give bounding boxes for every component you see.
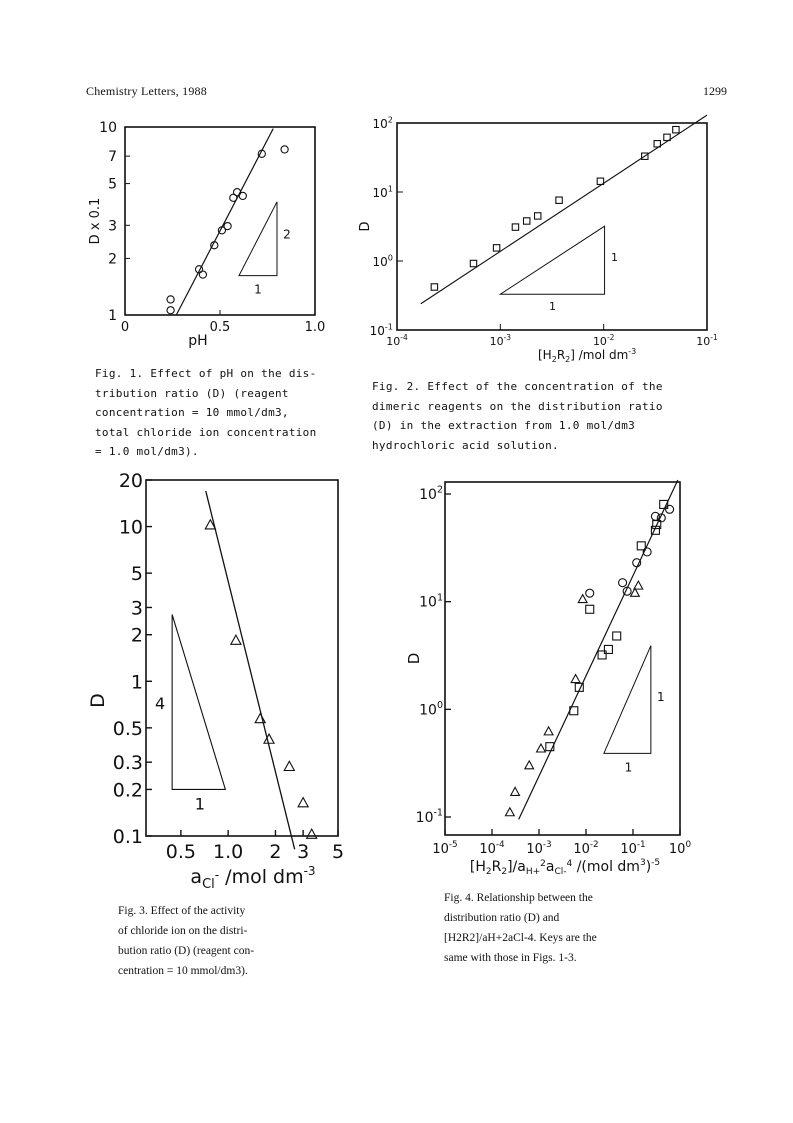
fig4-data-point xyxy=(537,744,546,752)
figure-3-chart xyxy=(88,466,358,891)
fig2-data-point xyxy=(431,284,437,290)
fig4-data-point xyxy=(578,595,587,603)
fig4-ytick-label: $10^{-1}$ xyxy=(415,807,443,826)
fig4-ytick-label: $10^1$ xyxy=(419,592,443,611)
fig4-data-point xyxy=(586,589,594,597)
fig3-slope-triangle xyxy=(172,615,225,790)
fig3-data-point xyxy=(255,714,265,723)
fig3-y-axis-label: D xyxy=(87,693,109,708)
fig4-xtick-label: $10^0$ xyxy=(668,840,692,857)
fig2-ytick-label: $10^0$ xyxy=(372,252,393,269)
figure-1-caption: Fig. 1. Effect of pH on the dis- tribution ratio (D) (reagent concentration = 10 mmol/dm3, total chloride ion concentration = 1.0 mol/dm3). xyxy=(95,367,317,458)
fig2-xtick-label: $10^{-1}$ xyxy=(696,333,718,348)
fig4-data-point xyxy=(619,579,627,587)
fig3-data-point xyxy=(231,635,241,644)
fig4-xtick-label: $10^{-3}$ xyxy=(526,840,552,857)
fig3-xtick-label: 2 xyxy=(269,841,282,863)
fig2-y-axis-label: D xyxy=(358,221,373,232)
fig1-data-point xyxy=(281,146,288,153)
fig4-data-point xyxy=(544,727,553,735)
fig2-ytick-label: $10^2$ xyxy=(372,114,393,131)
fig1-y-axis-label: D x 0.1 xyxy=(88,197,103,245)
fig3-ytick-label: 0.2 xyxy=(112,779,143,802)
fig3-data-point xyxy=(307,829,317,838)
fig4-slope-label-run: 1 xyxy=(624,760,633,775)
fig2-data-point xyxy=(535,213,541,219)
fig2-slope-label-run: 1 xyxy=(549,300,557,314)
fig3-xtick-label: 3 xyxy=(297,841,310,863)
fig4-data-point xyxy=(571,675,580,683)
fig3-ytick-label: 5 xyxy=(130,563,143,586)
fig3-data-point xyxy=(298,798,308,807)
fig4-x-axis-label: $[H_2R_2]/a_{H+}^2a_{Cl-}^4$ /(mol $dm^3)^{-5}$ xyxy=(469,858,661,877)
fig3-frame xyxy=(146,480,338,836)
fig3-ytick-label: 0.3 xyxy=(112,752,143,775)
fig1-ytick-label: 5 xyxy=(108,176,117,193)
fig2-data-point xyxy=(524,218,530,224)
fig4-data-point xyxy=(511,787,520,795)
fig1-ytick-label: 2 xyxy=(108,251,117,268)
page-number: 1299 xyxy=(703,84,727,98)
fig1-ytick-label: 7 xyxy=(108,149,117,166)
fig2-ytick-label: $10^{-1}$ xyxy=(369,321,393,338)
fig2-slope-triangle xyxy=(500,226,604,294)
fig4-data-point xyxy=(586,605,594,613)
fig2-x-axis-label: $[H_2R_2]$ /mol $dm^{-3}$ xyxy=(538,347,637,364)
fig3-ytick-label: 0.1 xyxy=(112,826,143,848)
fig4-ytick-label: $10^0$ xyxy=(419,700,443,719)
fig1-xtick-label: 0 xyxy=(120,320,130,335)
fig2-slope-label-rise: 1 xyxy=(611,251,619,264)
fig2-data-point xyxy=(493,245,499,251)
fig3-x-axis-label: $a_{Cl}^-$ /mol $dm^{-3}$ xyxy=(190,864,316,892)
fig4-data-point xyxy=(651,512,659,520)
fig4-xtick-label: $10^{-1}$ xyxy=(620,840,646,857)
fig1-x-axis-label: pH xyxy=(188,333,208,349)
fig4-xtick-label: $10^{-2}$ xyxy=(573,840,599,857)
fig2-fit-line xyxy=(421,115,707,304)
fig4-data-point xyxy=(505,808,514,816)
fig2-data-point xyxy=(556,197,562,203)
figure-1-chart xyxy=(80,112,350,357)
fig3-xtick-label: 5 xyxy=(331,841,345,863)
fig3-data-point xyxy=(264,734,274,743)
fig1-frame xyxy=(125,127,315,315)
fig3-xtick-label: 0.5 xyxy=(165,841,196,863)
fig3-fit-line xyxy=(206,491,295,849)
fig3-slope-label-run: 1 xyxy=(194,794,205,814)
fig3-ytick-label: 3 xyxy=(130,597,143,620)
fig1-ytick-label: 10 xyxy=(99,120,117,136)
figure-2-chart xyxy=(358,114,718,368)
fig1-slope-label-run: 1 xyxy=(254,282,262,297)
figure-4-caption: Fig. 4. Relationship between the distribution ratio (D) and [H2R2]/aH+2aCl-4. Keys are the same with those in Figs. 1-3. xyxy=(444,892,597,964)
fig3-slope-label-rise: 4 xyxy=(155,694,166,714)
fig1-data-point xyxy=(167,296,174,303)
fig4-xtick-label: $10^{-5}$ xyxy=(432,840,458,857)
fig3-ytick-label: 20 xyxy=(118,470,143,492)
figure-2-caption: Fig. 2. Effect of the concentration of the dimeric reagents on the distribution ratio (D) in the extraction from 1.0 mol/dm3 hydrochloric acid solution. xyxy=(372,380,663,452)
fig2-data-point xyxy=(512,224,518,230)
fig2-xtick-label: $10^{-4}$ xyxy=(386,333,408,348)
fig3-data-point xyxy=(284,761,294,770)
fig1-data-point xyxy=(167,307,174,314)
fig4-slope-label-rise: 1 xyxy=(657,689,665,704)
fig3-xtick-label: 1.0 xyxy=(213,841,244,863)
fig2-frame xyxy=(397,123,707,330)
fig1-slope-label-rise: 2 xyxy=(283,227,291,242)
fig1-xtick-label: 0.5 xyxy=(209,320,231,335)
figure-3-caption: Fig. 3. Effect of the activity of chloride ion on the distri- bution ratio (D) (reagent con- centration = 10 mmol/dm3). xyxy=(118,905,255,977)
fig4-xtick-label: $10^{-4}$ xyxy=(479,840,505,857)
fig3-ytick-label: 0.5 xyxy=(112,717,143,740)
fig2-xtick-label: $10^{-3}$ xyxy=(489,333,512,348)
fig1-data-point xyxy=(239,192,246,199)
fig3-ytick-label: 2 xyxy=(130,624,143,647)
fig2-ytick-label: $10^1$ xyxy=(372,183,393,200)
fig4-data-point xyxy=(666,505,674,513)
fig4-slope-triangle xyxy=(604,646,651,754)
fig1-xtick-label: 1.0 xyxy=(304,320,326,335)
fig4-data-point xyxy=(525,761,534,769)
fig4-ytick-label: $10^2$ xyxy=(419,484,443,503)
fig3-ytick-label: 10 xyxy=(118,516,143,539)
fig3-ytick-label: 1 xyxy=(130,671,143,694)
fig4-data-point xyxy=(613,632,621,640)
fig1-data-point xyxy=(199,271,206,278)
fig1-ytick-label: 3 xyxy=(108,218,117,235)
fig4-fit-line xyxy=(519,480,678,819)
fig2-xtick-label: $10^{-2}$ xyxy=(592,333,615,348)
fig1-data-point xyxy=(224,223,231,230)
fig2-data-point xyxy=(470,260,476,266)
fig1-ytick-label: 1 xyxy=(108,308,117,324)
fig4-y-axis-label: D xyxy=(405,652,423,665)
fig2-data-point xyxy=(673,126,679,132)
fig1-slope-triangle xyxy=(239,202,277,276)
journal-header: Chemistry Letters, 1988 xyxy=(86,84,207,98)
figure-4-chart xyxy=(405,470,695,880)
